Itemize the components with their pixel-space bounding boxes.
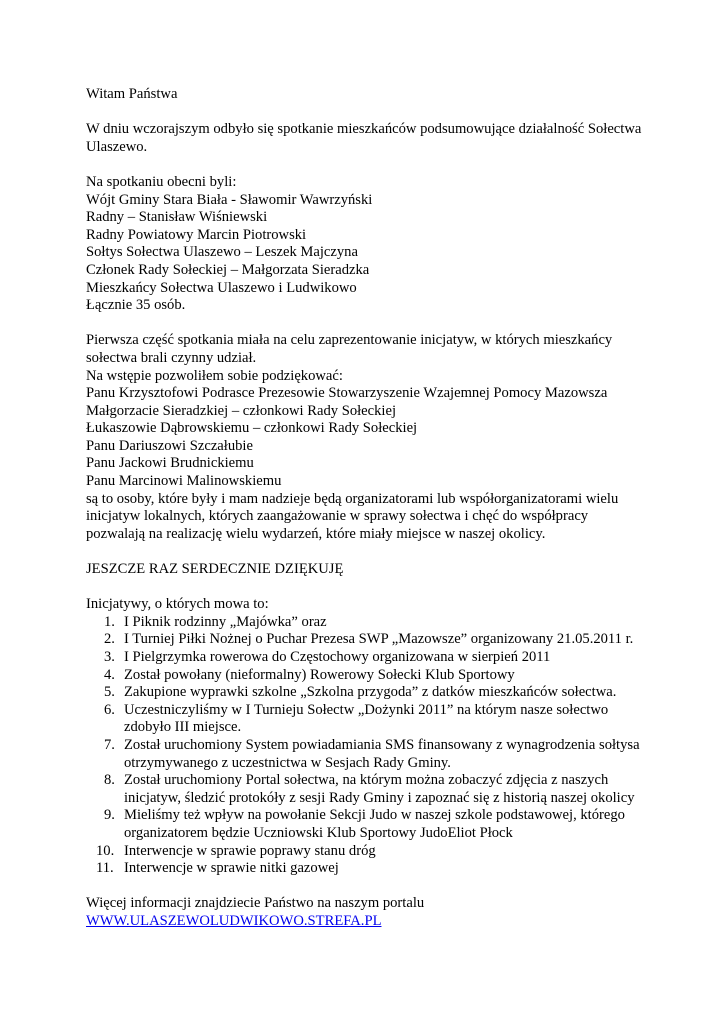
thanks-lead: Na wstępie pozwoliłem sobie podziękować: bbox=[86, 367, 343, 384]
list-number: 7. bbox=[104, 736, 115, 753]
thanked-person: Panu Jackowi Brudnickiemu bbox=[86, 455, 254, 472]
list-text: Został powołany (nieformalny) Rowerowy Sołecki Klub Sportowy bbox=[124, 666, 515, 683]
list-number: 2. bbox=[104, 631, 115, 648]
attendee-total: Łącznie 35 osób. bbox=[86, 297, 186, 314]
list-number: 5. bbox=[104, 684, 115, 701]
thanked-person: Małgorzacie Sieradzkiej – członkowi Rady Sołeckiej bbox=[86, 402, 397, 419]
list-number: 9. bbox=[104, 807, 115, 824]
attendee-line: Radny Powiatowy Marcin Piotrowski bbox=[86, 226, 307, 243]
list-text: I Turniej Piłki Nożnej o Puchar Prezesa SWP „Mazowsze” organizowany 21.05.2011 r. bbox=[124, 631, 634, 648]
list-item bbox=[86, 702, 646, 737]
list-text: Zakupione wyprawki szkolne „Szkolna przygoda” z datków mieszkańców sołectwa. bbox=[124, 684, 617, 701]
list-number: 6. bbox=[104, 701, 115, 718]
list-item bbox=[86, 860, 646, 878]
initiatives-list bbox=[86, 614, 646, 878]
attendee-line: Sołtys Sołectwa Ulaszewo – Leszek Majczyna bbox=[86, 244, 358, 261]
list-item bbox=[86, 631, 646, 649]
list-number: 10. bbox=[96, 842, 115, 859]
list-item bbox=[86, 843, 646, 861]
list-item bbox=[86, 614, 646, 632]
attendee-line: Wójt Gminy Stara Biała - Sławomir Wawrzyński bbox=[86, 191, 373, 208]
list-item bbox=[86, 649, 646, 667]
list-item bbox=[86, 772, 646, 807]
list-number: 3. bbox=[104, 649, 115, 665]
list-number: 11. bbox=[96, 860, 114, 877]
letter-document bbox=[86, 86, 646, 931]
list-text: Został uruchomiony Portal sołectwa, na którym można zobaczyć zdjęcia z naszych inicjatyw, śledzić protokóły z sesji Rady Gminy i zapoznać się z historią naszej okolicy bbox=[124, 772, 635, 806]
list-number: 4. bbox=[104, 666, 115, 683]
list-number: 1. bbox=[104, 613, 115, 630]
footer-info: Więcej informacji znajdziecie Państwo na naszym portalu bbox=[86, 895, 425, 912]
list-number: 8. bbox=[104, 772, 115, 789]
list-text: I Piknik rodzinny „Majówka” oraz bbox=[124, 613, 327, 630]
list-text: Mieliśmy też wpływ na powołanie Sekcji Judo w naszej szkole podstawowej, którego organizatorem będzie Uczniowski Klub Sportowy JudoEliot Płock bbox=[124, 807, 625, 841]
thanked-person: Panu Krzysztofowi Podrasce Prezesowie Stowarzyszenie Wzajemnej Pomocy Mazowsza bbox=[86, 385, 608, 402]
list-text: Uczestniczyliśmy w I Turnieju Sołectw „Dożynki 2011” na którym nasze sołectwo zdobyło III miejsce. bbox=[124, 701, 609, 736]
greeting: Witam Państwa bbox=[86, 86, 178, 102]
thanked-person: Panu Dariuszowi Szczałubie bbox=[86, 437, 253, 454]
intro-paragraph: W dniu wczorajszym odbyło się spotkanie mieszkańców podsumowujące działalność Sołectwa Ulaszewo. bbox=[86, 121, 642, 155]
thanks-shout: JESZCZE RAZ SERDECZNIE DZIĘKUJĘ bbox=[86, 561, 344, 578]
list-text: Interwencje w sprawie poprawy stanu dróg bbox=[124, 842, 376, 859]
attendee-line: Mieszkańcy Sołectwa Ulaszewo i Ludwikowo bbox=[86, 279, 357, 296]
list-item bbox=[86, 684, 646, 702]
thanked-person: Panu Marcinowi Malinowskiemu bbox=[86, 473, 282, 490]
thanks-paragraph: Pierwsza część spotkania miała na celu zaprezentowanie inicjatyw, w których mieszkańcy sołectwa brali czynny udział. bbox=[86, 332, 613, 366]
thanks-closing: są to osoby, które były i mam nadzieje będą organizatorami lub współorganizatorami wielu inicjatyw lokalnych, których zaangażowanie w sprawy sołectwa i chęć do współpracy pozwalają na realizację wielu wydarzeń, które miały miejsce w naszej okolicy. bbox=[86, 490, 619, 542]
list-item bbox=[86, 737, 646, 772]
attendees-heading: Na spotkaniu obecni byli: bbox=[86, 173, 237, 190]
list-text: Interwencje w sprawie nitki gazowej bbox=[124, 860, 339, 877]
list-text: Został uruchomiony System powiadamiania SMS finansowany z wynagrodzenia sołtysa otrzymywanego z uczestnictwa w Sesjach Rady Gminy. bbox=[124, 736, 640, 771]
attendee-line: Radny – Stanisław Wiśniewski bbox=[86, 209, 268, 226]
list-text: I Pielgrzymka rowerowa do Częstochowy organizowana w sierpień 2011 bbox=[124, 649, 551, 665]
initiatives-heading: Inicjatywy, o których mowa to: bbox=[86, 596, 269, 613]
attendee-line: Członek Rady Sołeckiej – Małgorzata Sieradzka bbox=[86, 261, 370, 278]
list-item bbox=[86, 667, 646, 685]
thanked-person: Łukaszowie Dąbrowskiemu – członkowi Rady Sołeckiej bbox=[86, 420, 418, 437]
portal-link[interactable]: WWW.ULASZEWOLUDWIKOWO.STREFA.PL bbox=[86, 912, 382, 929]
list-item bbox=[86, 807, 646, 842]
